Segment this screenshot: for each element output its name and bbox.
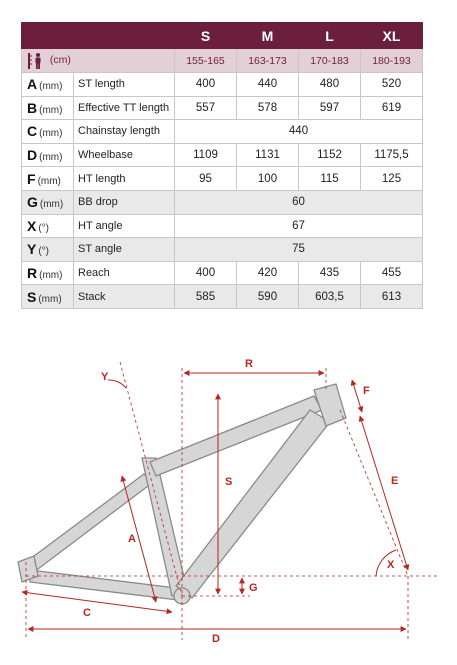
label-g: G: [249, 582, 258, 594]
cell-value: 440: [237, 73, 299, 97]
cell-value: 95: [175, 167, 237, 191]
size-xl: XL: [361, 23, 423, 49]
row-name: HT length: [74, 167, 175, 191]
chain-stay: [30, 570, 178, 600]
person-ruler-icon: [27, 52, 43, 70]
row-unit: (mm): [39, 199, 64, 211]
cell-value: 400: [175, 261, 237, 285]
row-code: R: [27, 265, 38, 282]
row-ht-angle: [22, 214, 423, 238]
row-unit: (mm): [39, 270, 63, 282]
row-code: G: [27, 194, 38, 211]
ht-length-arrow: [352, 380, 362, 412]
row-code: S: [27, 288, 37, 305]
guide-lines: [26, 362, 440, 640]
label-a: A: [128, 533, 136, 545]
size-m: M: [237, 23, 299, 49]
cell-value: 400: [175, 73, 237, 97]
rider-height-label: [22, 49, 175, 73]
height-m: 163-173: [237, 49, 299, 73]
row-chainstay-length: [22, 120, 423, 144]
row-unit: (mm): [39, 104, 63, 116]
row-code: D: [27, 147, 38, 164]
row-unit: (°): [38, 246, 50, 258]
row-code: C: [27, 123, 38, 140]
row-unit: (mm): [39, 152, 63, 164]
row-st-angle: [22, 238, 423, 262]
label-e: E: [391, 475, 399, 487]
seat-axis-line: [120, 362, 182, 596]
size-s: S: [175, 23, 237, 49]
row-unit: (mm): [38, 293, 62, 305]
row-unit: (mm): [39, 81, 63, 93]
cell-value: 67: [175, 214, 423, 238]
row-bb-drop: [22, 190, 423, 214]
label-f: F: [363, 385, 370, 397]
height-xl: 180-193: [361, 49, 423, 73]
row-name: Wheelbase: [74, 143, 175, 167]
cell-value: 1175,5: [361, 143, 423, 167]
row-name: BB drop: [74, 190, 175, 214]
cell-value: 520: [361, 73, 423, 97]
row-name: Chainstay length: [74, 120, 175, 144]
cell-value: 440: [175, 120, 423, 144]
cell-value: 455: [361, 261, 423, 285]
cell-value: 613: [361, 285, 423, 309]
row-reach: [22, 261, 423, 285]
cell-value: 1109: [175, 143, 237, 167]
frame-geometry-diagram: [0, 350, 457, 665]
label-c: C: [83, 607, 91, 619]
row-stack: [22, 285, 423, 309]
dimension-arrows: [22, 373, 408, 629]
row-name: Reach: [74, 261, 175, 285]
size-header-row: [22, 23, 423, 49]
label-y: Y: [101, 371, 109, 383]
size-l: L: [299, 23, 361, 49]
row-name: Effective TT length: [74, 96, 175, 120]
cell-value: 480: [299, 73, 361, 97]
row-name: ST angle: [74, 238, 175, 262]
height-l: 170-183: [299, 49, 361, 73]
cell-value: 75: [175, 238, 423, 262]
label-r: R: [245, 358, 253, 370]
cell-value: 597: [299, 96, 361, 120]
cell-value: 603,5: [299, 285, 361, 309]
cell-value: 619: [361, 96, 423, 120]
geometry-table: [21, 22, 423, 309]
header-blank: [22, 23, 175, 49]
row-unit: (°): [38, 222, 50, 234]
cell-value: 100: [237, 167, 299, 191]
row-code: X: [27, 217, 37, 234]
height-s: 155-165: [175, 49, 237, 73]
st-angle-arc: [108, 380, 126, 388]
label-d: D: [212, 633, 220, 645]
row-code: B: [27, 99, 38, 116]
row-ht-length: [22, 167, 423, 191]
down-tube: [176, 410, 330, 598]
cell-value: 115: [299, 167, 361, 191]
row-wheelbase: [22, 143, 423, 167]
row-unit: (mm): [39, 128, 63, 140]
head-axis-line: [340, 410, 408, 576]
cell-value: 60: [175, 190, 423, 214]
label-s: S: [225, 476, 233, 488]
row-code: Y: [27, 241, 37, 258]
rider-height-row: [22, 49, 423, 73]
cell-value: 590: [237, 285, 299, 309]
cell-value: 420: [237, 261, 299, 285]
unit-cm: (cm): [49, 54, 71, 67]
row-name: Stack: [74, 285, 175, 309]
seat-stay: [26, 474, 152, 572]
row-name: ST length: [74, 73, 175, 97]
cell-value: 125: [361, 167, 423, 191]
cell-value: 1152: [299, 143, 361, 167]
cell-value: 435: [299, 261, 361, 285]
row-effective-tt-length: [22, 96, 423, 120]
fork-length-arrow: [360, 416, 408, 570]
cell-value: 585: [175, 285, 237, 309]
row-code: A: [27, 76, 38, 93]
row-name: HT angle: [74, 214, 175, 238]
row-unit: (mm): [37, 175, 61, 187]
label-x: X: [387, 559, 395, 571]
cell-value: 1131: [237, 143, 299, 167]
cell-value: 578: [237, 96, 299, 120]
cell-value: 557: [175, 96, 237, 120]
row-st-length: [22, 73, 423, 97]
row-code: F: [27, 170, 36, 187]
